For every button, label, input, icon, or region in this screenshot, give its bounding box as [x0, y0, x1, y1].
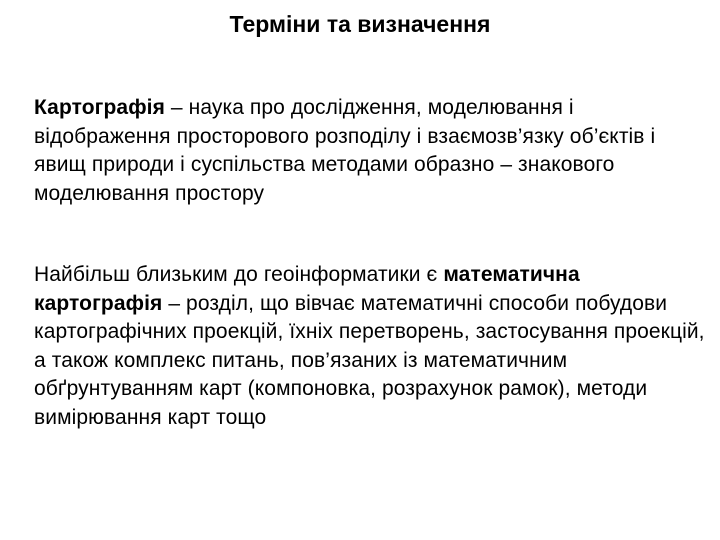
- definition-mathematical-cartography: [34, 261, 706, 432]
- slide-title: Терміни та визначення: [229, 11, 491, 37]
- definition-mathematical-cartography-text: – розділ, що вівчає математичні способи побудови картографічних проекцій, їхніх перетворень, застосування проекцій, а також комплекс питань, пов’язаних із математичним обґрунтуванням карт (компоновка, розрахунок рамок), методи вимірювання карт тощо: [34, 291, 705, 429]
- definition-cartography-text: – наука про дослідження, моделювання і відображення просторового розподілу і взаємозв’язку об’єктів і явищ природи і суспільства методами образно – знакового моделювання простору: [34, 96, 656, 205]
- definition-cartography: [34, 94, 706, 208]
- term-cartography: Картографія: [34, 96, 165, 119]
- definition-lead-text: Найбільш близьким до геоінформатики є: [34, 263, 444, 286]
- term-mathematical-cartography: математична картографія: [34, 263, 580, 315]
